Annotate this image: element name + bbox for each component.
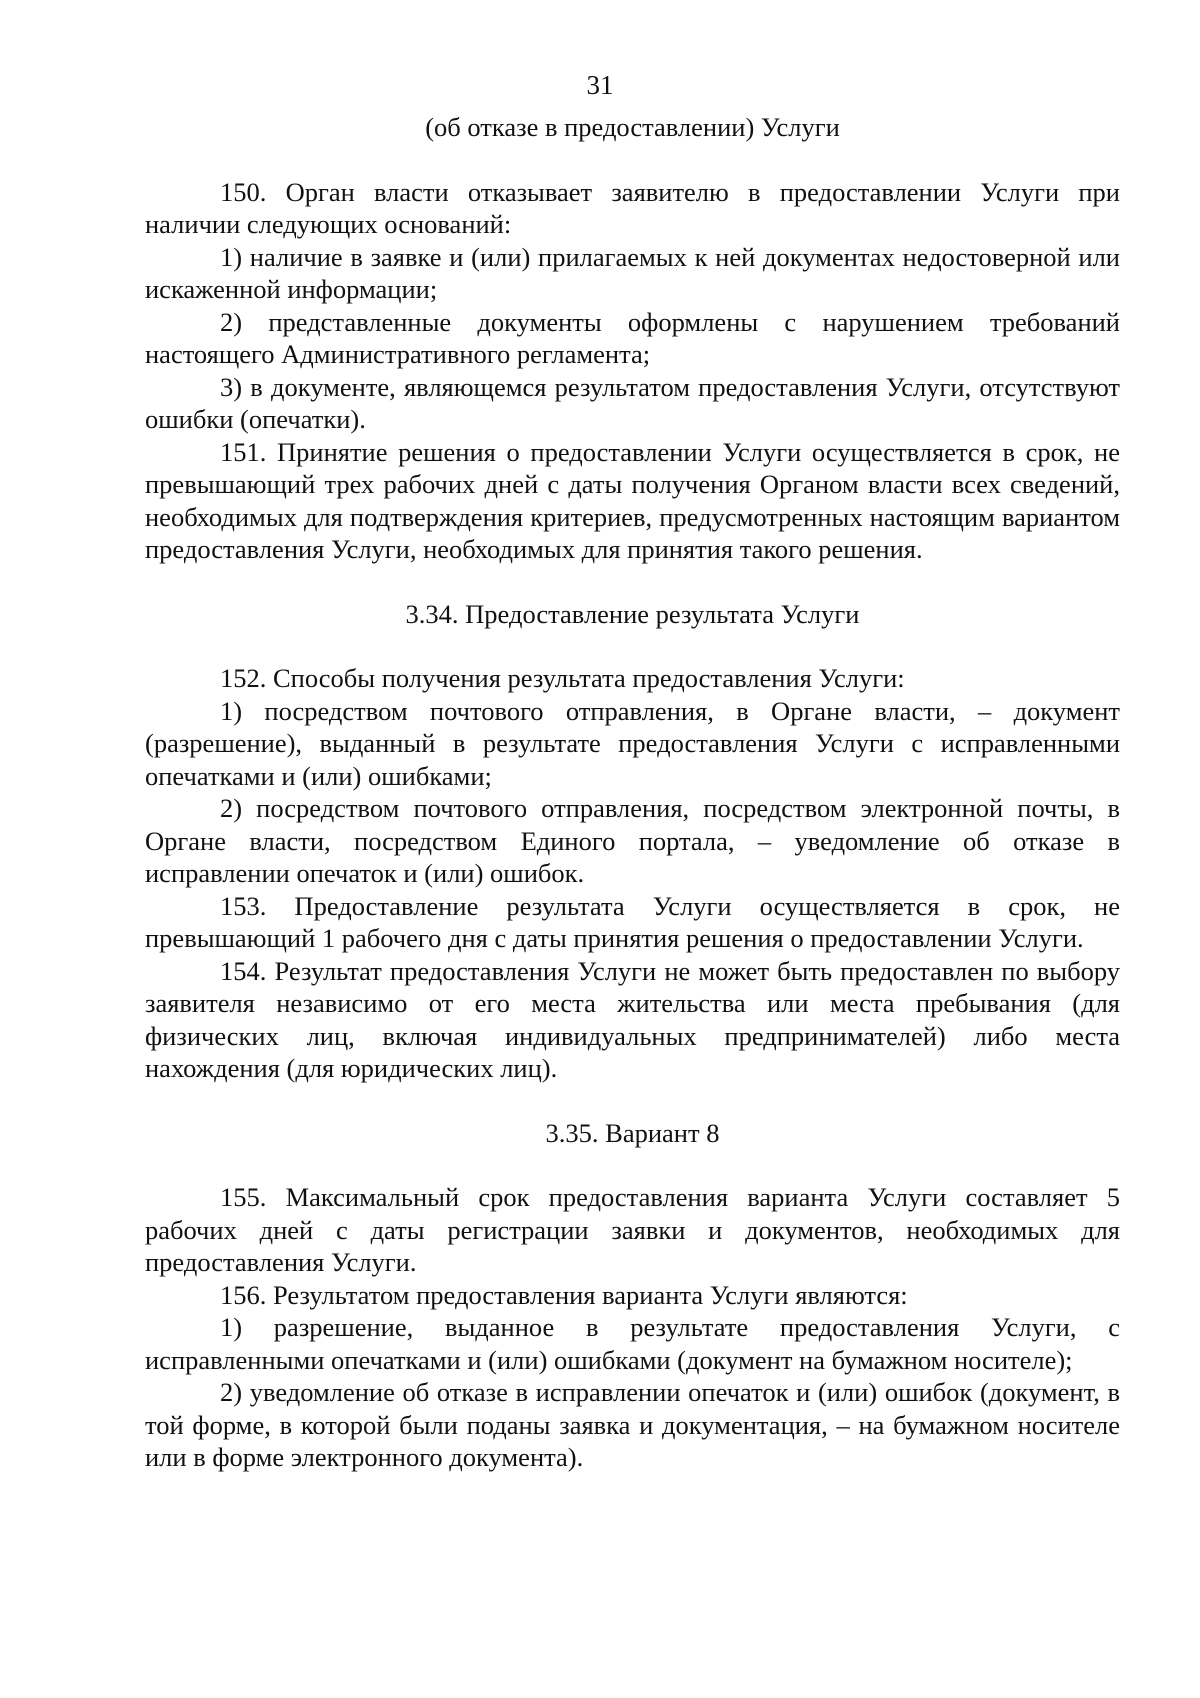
paragraph: 150. Орган власти отказывает заявителю в предоставлении Услуги при наличии следующих оснований: <box>145 176 1120 239</box>
paragraph: 154. Результат предоставления Услуги не может быть предоставлен по выбору заявителя независимо от его места жительства или места пребывания (для физических лиц, включая индивидуальных предпринимателей) либо места нахождения (для юридических лиц). <box>145 955 1120 1083</box>
document-body <box>145 111 1120 1474</box>
paragraph: 2) представленные документы оформлены с нарушением требований настоящего Административного регламента; <box>145 306 1120 369</box>
paragraph: 151. Принятие решения о предоставлении Услуги осуществляется в срок, не превышающий трех рабочих дней с даты получения Органом власти всех сведений, необходимых для подтверждения критериев, предусмотренных настоящим вариантом предоставления Услуги, необходимых для принятия такого решения. <box>145 436 1120 564</box>
paragraph: 2) посредством почтового отправления, посредством электронной почты, в Органе власти, посредством Единого портала, – уведомление об отказе в исправлении опечаток и (или) ошибок. <box>145 793 1120 888</box>
paragraph: 153. Предоставление результата Услуги осуществляется в срок, не превышающий 1 рабочего дня с даты принятия решения о предоставлении Услуги. <box>145 890 1120 953</box>
page-number: 31 <box>586 70 614 100</box>
section-heading: 3.34. Предоставление результата Услуги <box>405 598 860 629</box>
paragraph-gap <box>145 144 1120 176</box>
paragraph: 156. Результатом предоставления варианта Услуги являются: <box>220 1279 908 1310</box>
paragraph: 2) уведомление об отказе в исправлении опечаток и (или) ошибок (документ, в той форме, в которой были поданы заявка и документация, – на бумажном носителе или в форме электронного документа). <box>145 1377 1120 1472</box>
section-heading: (об отказе в предоставлении) Услуги <box>425 112 840 142</box>
paragraph: 152. Способы получения результата предоставления Услуги: <box>220 663 905 693</box>
paragraph: 1) разрешение, выданное в результате предоставления Услуги, с исправленными опечатками и (или) ошибками (документ на бумажном носителе); <box>145 1312 1120 1375</box>
paragraph-gap <box>145 1149 1120 1181</box>
paragraph-gap <box>145 630 1120 662</box>
paragraph-gap <box>145 1085 1120 1117</box>
paragraph: 1) посредством почтового отправления, в Органе власти, – документ (разрешение), выданный в результате предоставления Услуги с исправленными опечатками и (или) ошибками; <box>145 695 1120 791</box>
section-heading: 3.35. Вариант 8 <box>545 1117 720 1148</box>
paragraph: 1) наличие в заявке и (или) прилагаемых к ней документах недостоверной или искаженной информации; <box>145 241 1120 304</box>
paragraph: 3) в документе, являющемся результатом предоставления Услуги, отсутствуют ошибки (опечатки). <box>145 371 1120 434</box>
paragraph-gap <box>145 566 1120 598</box>
paragraph: 155. Максимальный срок предоставления варианта Услуги составляет 5 рабочих дней с даты регистрации заявки и документов, необходимых для предоставления Услуги. <box>145 1182 1120 1277</box>
